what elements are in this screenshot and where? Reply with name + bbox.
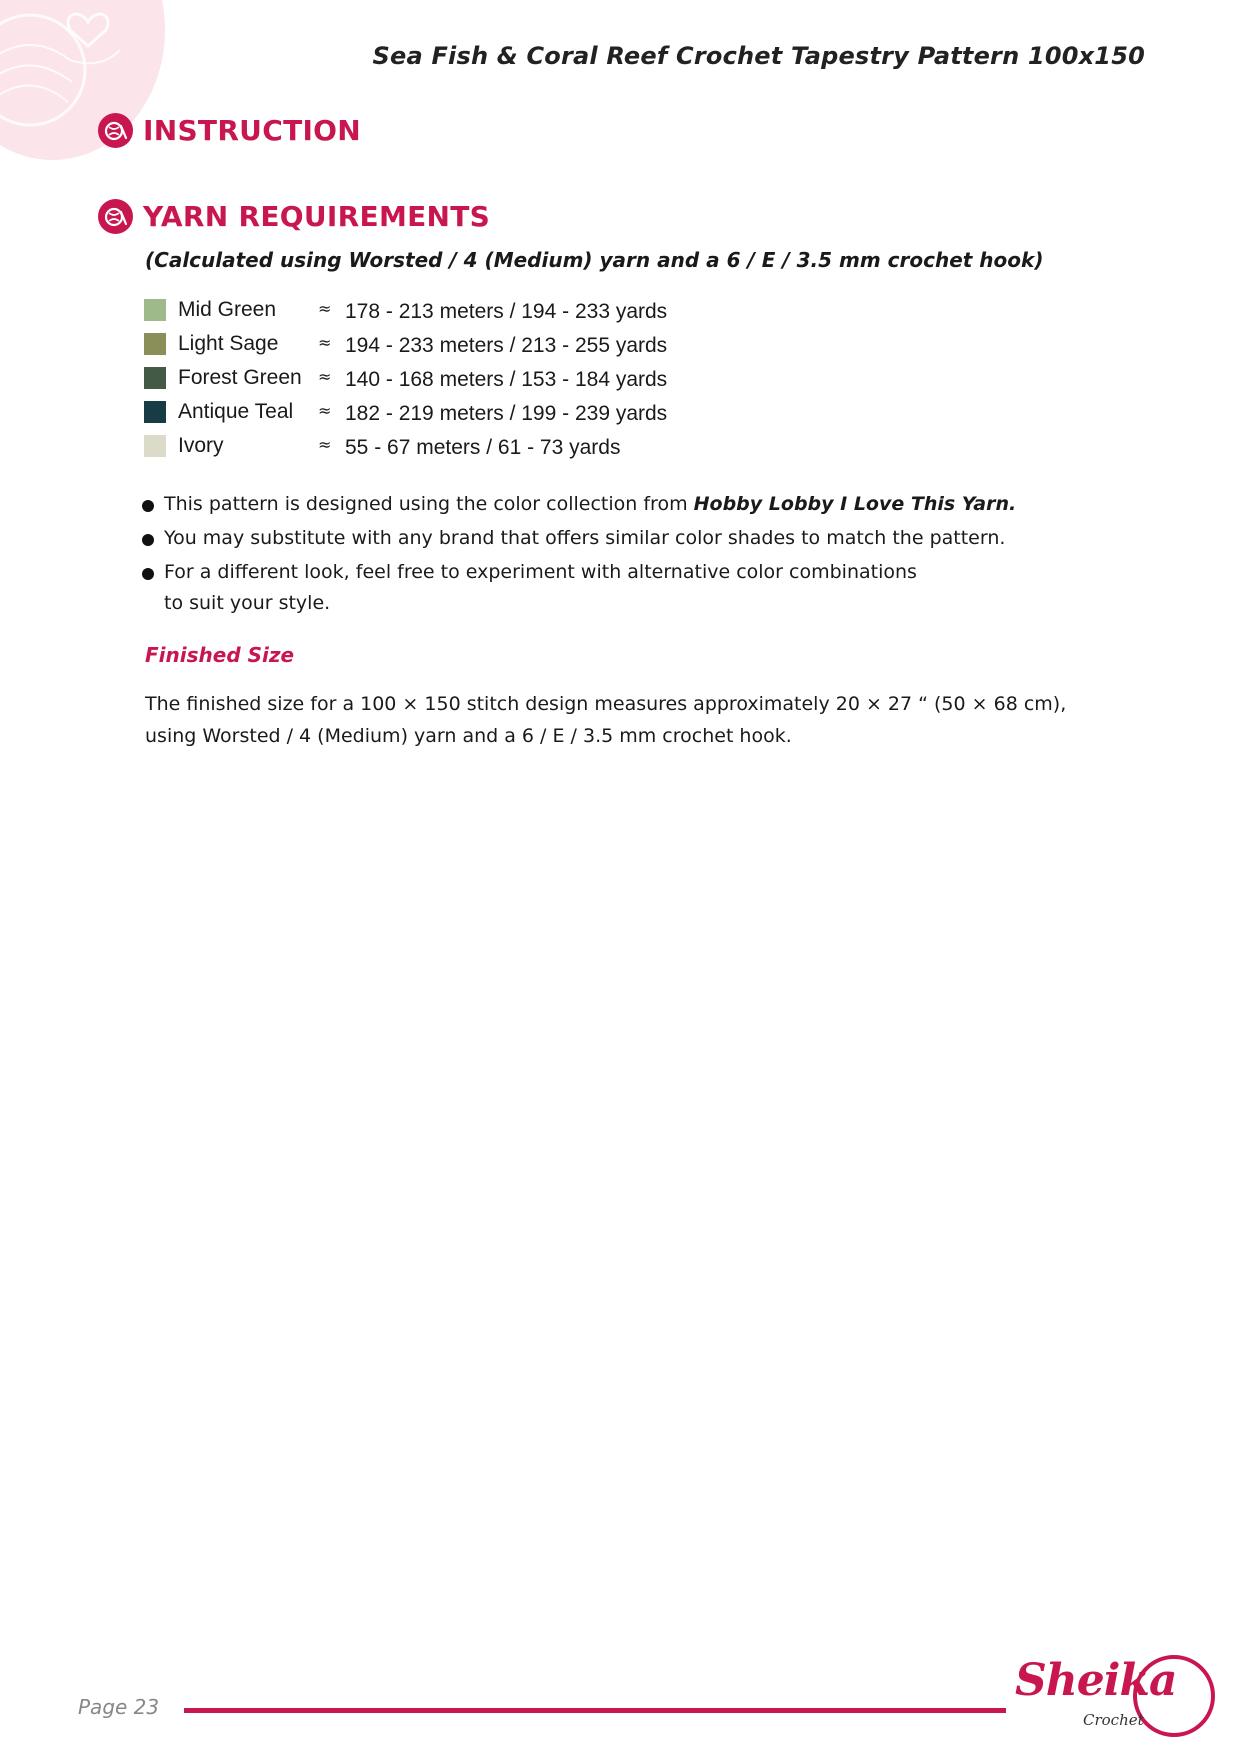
logo-brand-text: Sheika [1015, 1655, 1177, 1706]
instruction-heading [98, 113, 361, 148]
finished-size-line: using Worsted / 4 (Medium) yarn and a 6 / E / 3.5 mm crochet hook. [145, 725, 792, 747]
note-text-continued: to suit your style. [164, 592, 331, 614]
approx-symbol: ≈ [318, 367, 332, 386]
note-item [140, 557, 1120, 619]
yarn-item [144, 298, 764, 332]
note-text: You may substitute with any brand that offers similar color shades to match the pattern. [164, 527, 1006, 549]
color-swatch [144, 333, 166, 355]
note-text: This pattern is designed using the color collection from [164, 493, 694, 515]
approx-symbol: ≈ [318, 435, 332, 454]
yarn-name: Ivory [178, 434, 224, 457]
section-badge-icon [98, 199, 133, 234]
bullet-icon [142, 534, 154, 546]
yarn-name: Antique Teal [178, 400, 294, 423]
bullet-icon [142, 568, 154, 580]
brand-logo [1015, 1655, 1225, 1750]
bullet-icon [142, 500, 154, 512]
note-item [140, 523, 1120, 554]
footer-divider [184, 1708, 1006, 1713]
finished-size-heading: Finished Size [145, 643, 295, 667]
color-swatch [144, 401, 166, 423]
approx-symbol: ≈ [318, 333, 332, 352]
finished-size-text [145, 688, 1145, 752]
yarn-amount: 55 - 67 meters / 61 - 73 yards [345, 436, 621, 459]
yarn-name: Forest Green [178, 366, 302, 389]
calculation-note: (Calculated using Worsted / 4 (Medium) yarn and a 6 / E / 3.5 mm crochet hook) [145, 248, 1044, 272]
yarn-name: Mid Green [178, 298, 277, 321]
color-swatch [144, 435, 166, 457]
note-item [140, 489, 1120, 520]
yarn-name: Light Sage [178, 332, 279, 355]
finished-size-line: The finished size for a 100 × 150 stitch design measures approximately 20 × 27 “ (50 × 68 cm), [145, 693, 1067, 715]
yarn-requirements-heading-label: YARN REQUIREMENTS [143, 200, 491, 233]
yarn-amount: 140 - 168 meters / 153 - 184 yards [345, 368, 668, 391]
yarn-item [144, 332, 764, 366]
yarn-item [144, 400, 764, 434]
page-number: Page 23 [78, 1695, 160, 1719]
yarn-requirements-heading [98, 199, 490, 234]
yarn-amount: 178 - 213 meters / 194 - 233 yards [345, 300, 668, 323]
note-text: For a different look, feel free to experiment with alternative color combinations [164, 561, 917, 583]
yarn-item [144, 434, 764, 468]
brand-name: Hobby Lobby I Love This Yarn. [693, 493, 1017, 515]
instruction-heading-label: INSTRUCTION [143, 114, 362, 147]
notes-list [140, 489, 1120, 622]
color-swatch [144, 299, 166, 321]
yarn-item [144, 366, 764, 400]
yarn-amount: 194 - 233 meters / 213 - 255 yards [345, 334, 668, 357]
logo-sub-text: Crochet [1083, 1711, 1144, 1729]
approx-symbol: ≈ [318, 299, 332, 318]
approx-symbol: ≈ [318, 401, 332, 420]
section-badge-icon [98, 113, 133, 148]
yarn-list [144, 298, 764, 468]
color-swatch [144, 367, 166, 389]
document-title: Sea Fish & Coral Reef Crochet Tapestry Pattern 100x150 [372, 42, 1145, 70]
yarn-amount: 182 - 219 meters / 199 - 239 yards [345, 402, 668, 425]
